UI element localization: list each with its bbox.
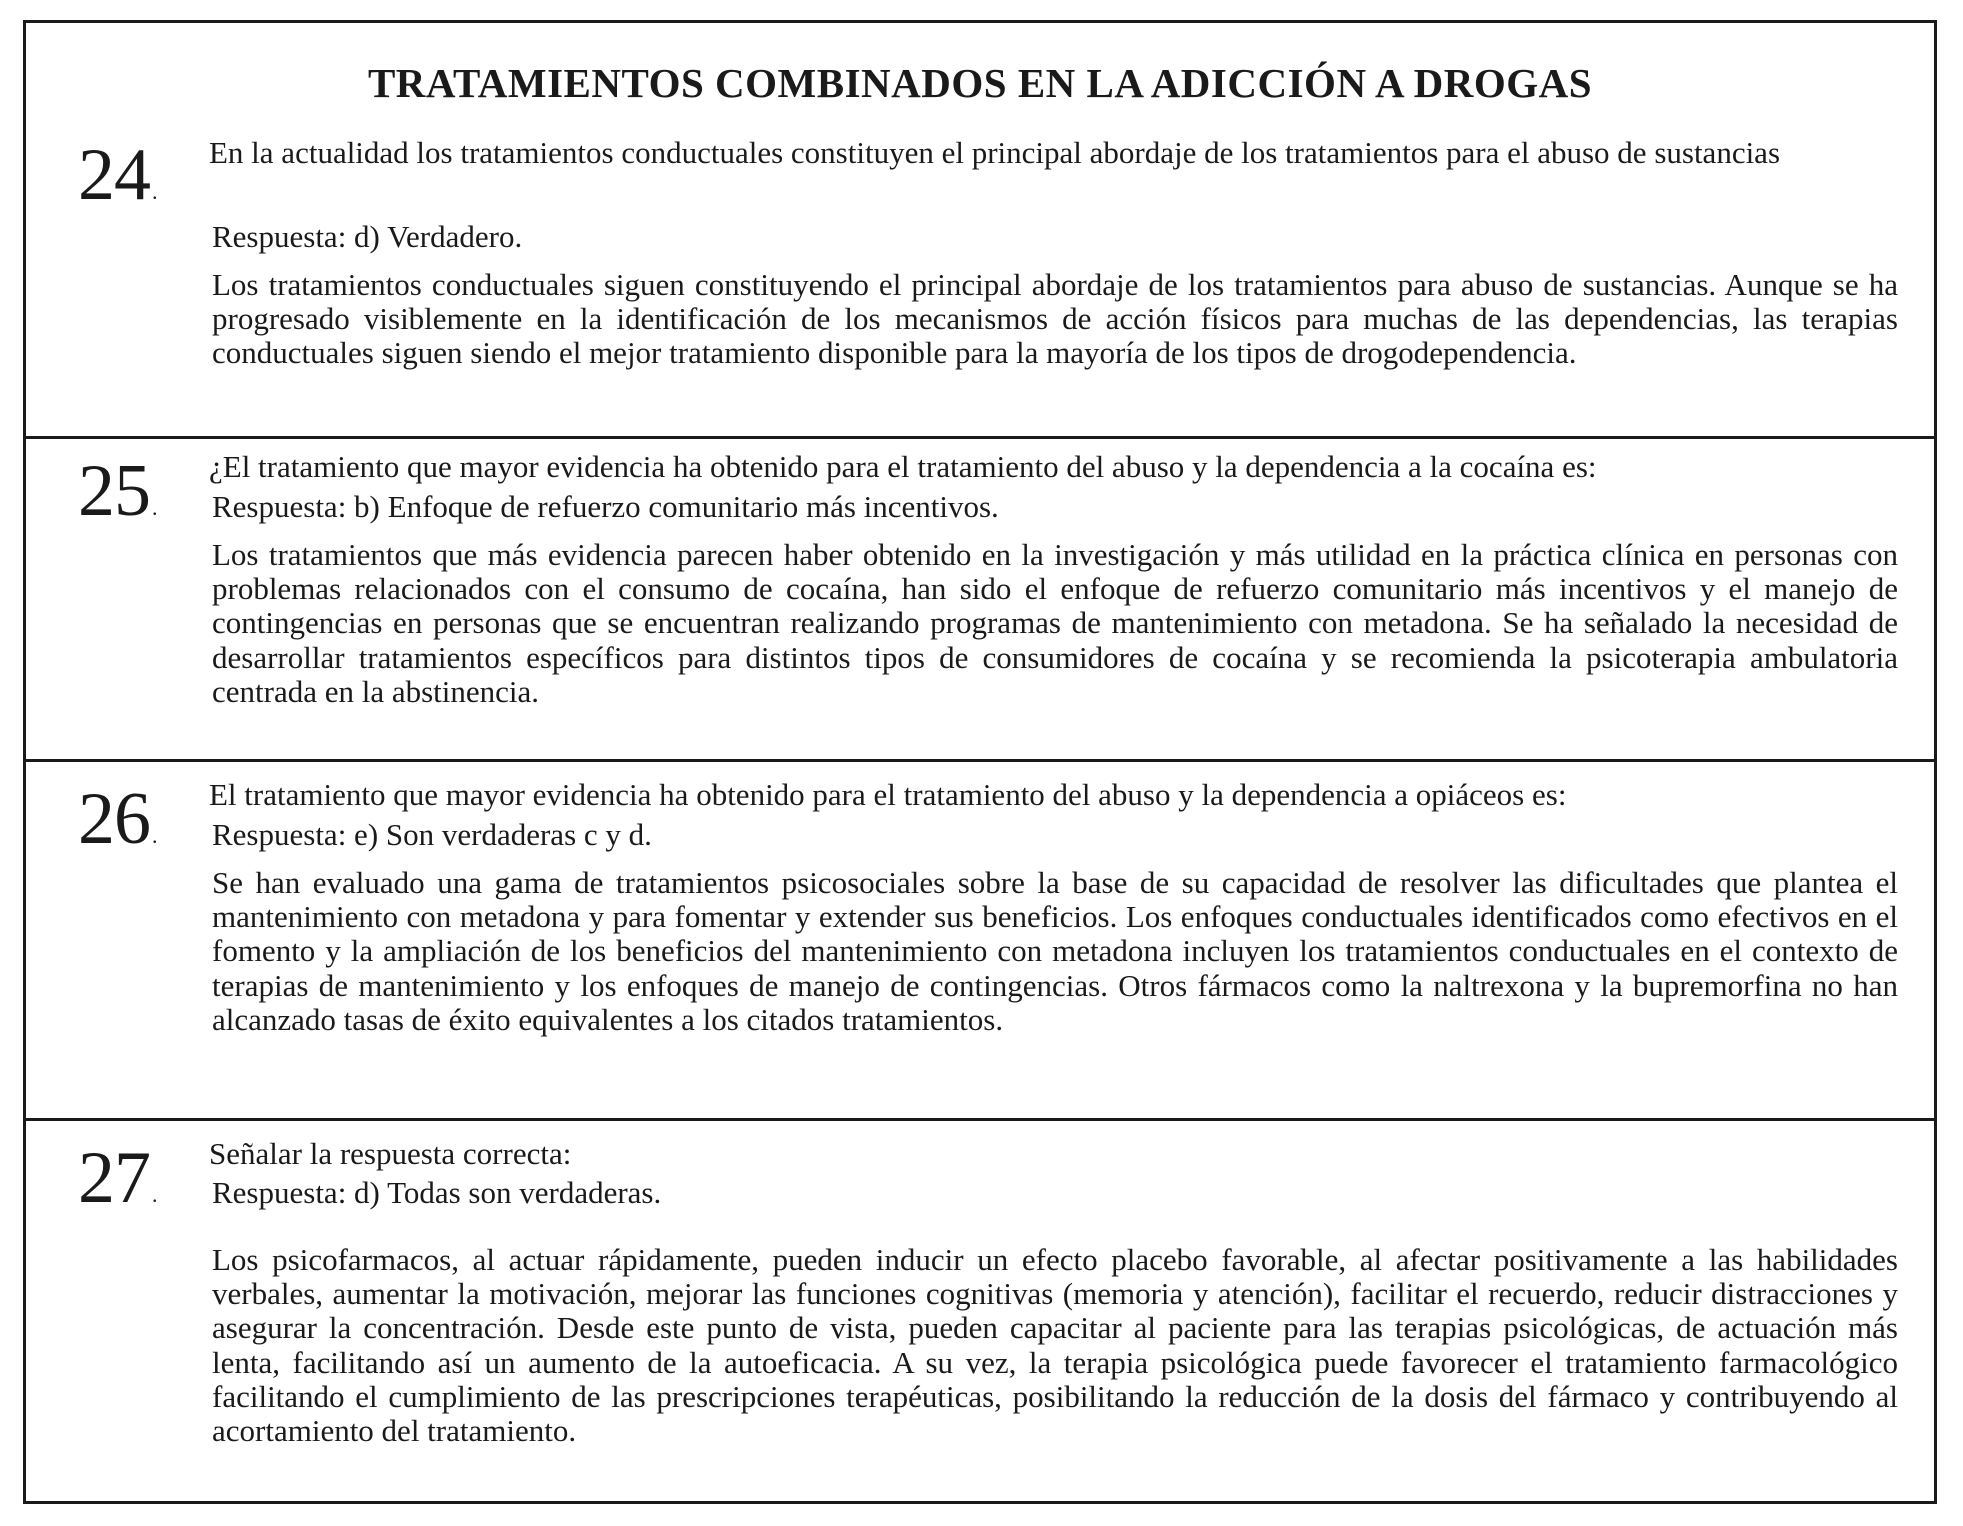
- question-text: ¿El tratamiento que mayor evidencia ha obtenido para el tratamiento del abuso y la dependencia a la cocaína es:: [209, 449, 1597, 484]
- explanation-text: Se han evaluado una gama de tratamientos psicosociales sobre la base de su capacidad de resolver las dificultades que plantea el mantenimiento con metadona y para fomentar y extender sus beneficios. Los enfoques conductuales identificados como efectivos en el fomento y la ampliación de los beneficios del mantenimiento con metadona incluyen los tratamientos conductuales en el contexto de terapias de mantenimiento y los enfoques de manejo de contingencias. Otros fármacos como la naltrexona y la bupremorfina no han alcanzado tasas de éxito equivalentes a los citados tratamientos.: [212, 865, 1898, 1037]
- question-number: 26.: [78, 778, 158, 860]
- question-text: En la actualidad los tratamientos conductuales constituyen el principal abordaje de los tratamientos para el abuso de sustancias: [209, 135, 1781, 170]
- explanation-text: Los tratamientos conductuales siguen constituyendo el principal abordaje de los tratamientos para abuso de sustancias. Aunque se ha progresado visiblemente en la identificación de los mecanismos de acción físicos para muchas de las dependencias, las terapias conductuales siguen siendo el mejor tratamiento disponible para la mayoría de los tipos de drogodependencia.: [212, 267, 1898, 371]
- page-title: TRATAMIENTOS COMBINADOS EN LA ADICCIÓN A DROGAS: [367, 60, 1593, 106]
- answer-text: Respuesta: b) Enfoque de refuerzo comunitario más incentivos.: [212, 489, 999, 524]
- question-block-26: [26, 759, 1934, 1118]
- question-number: 25.: [78, 450, 158, 532]
- explanation-text: Los tratamientos que más evidencia parecen haber obtenido en la investigación y más utilidad en la práctica clínica en personas con problemas relacionados con el consumo de cocaína, han sido el enfoque de refuerzo comunitario más incentivos y el manejo de contingencias en personas que se encuentran realizando programas de mantenimiento con metadona. Se ha señalado la necesidad de desarrollar tratamientos específicos para distintos tipos de consumidores de cocaína y se recomienda la psicoterapia ambulatoria centrada en la abstinencia.: [212, 537, 1898, 709]
- question-number: 27.: [78, 1137, 158, 1219]
- question-block-24: [26, 23, 1934, 436]
- explanation-text: Los psicofarmacos, al actuar rápidamente, pueden inducir un efecto placebo favorable, al afectar positivamente a las habilidades verbales, aumentar la motivación, mejorar las funciones cognitivas (memoria y atención), facilitar el recuerdo, reducir distracciones y asegurar la concentración. Desde este punto de vista, pueden capacitar al paciente para las terapias psicológicas, de actuación más lenta, facilitando así un aumento de la autoeficacia. A su vez, la terapia psicológica puede favorecer el tratamiento farmacológico facilitando el cumplimiento de las prescripciones terapéuticas, posibilitando la reducción de la dosis del fármaco y contribuyendo al acortamiento del tratamiento.: [212, 1242, 1898, 1449]
- question-block-25: [26, 436, 1934, 759]
- question-block-27: [26, 1118, 1934, 1501]
- answer-text: Respuesta: d) Todas son verdaderas.: [212, 1175, 662, 1210]
- answer-text: Respuesta: e) Son verdaderas c y d.: [212, 817, 652, 852]
- question-text: Señalar la respuesta correcta:: [209, 1136, 572, 1171]
- document-page: [23, 20, 1937, 1504]
- question-text: El tratamiento que mayor evidencia ha obtenido para el tratamiento del abuso y la dependencia a opiáceos es:: [209, 777, 1567, 812]
- question-number: 24.: [78, 134, 158, 216]
- answer-text: Respuesta: d) Verdadero.: [212, 219, 523, 254]
